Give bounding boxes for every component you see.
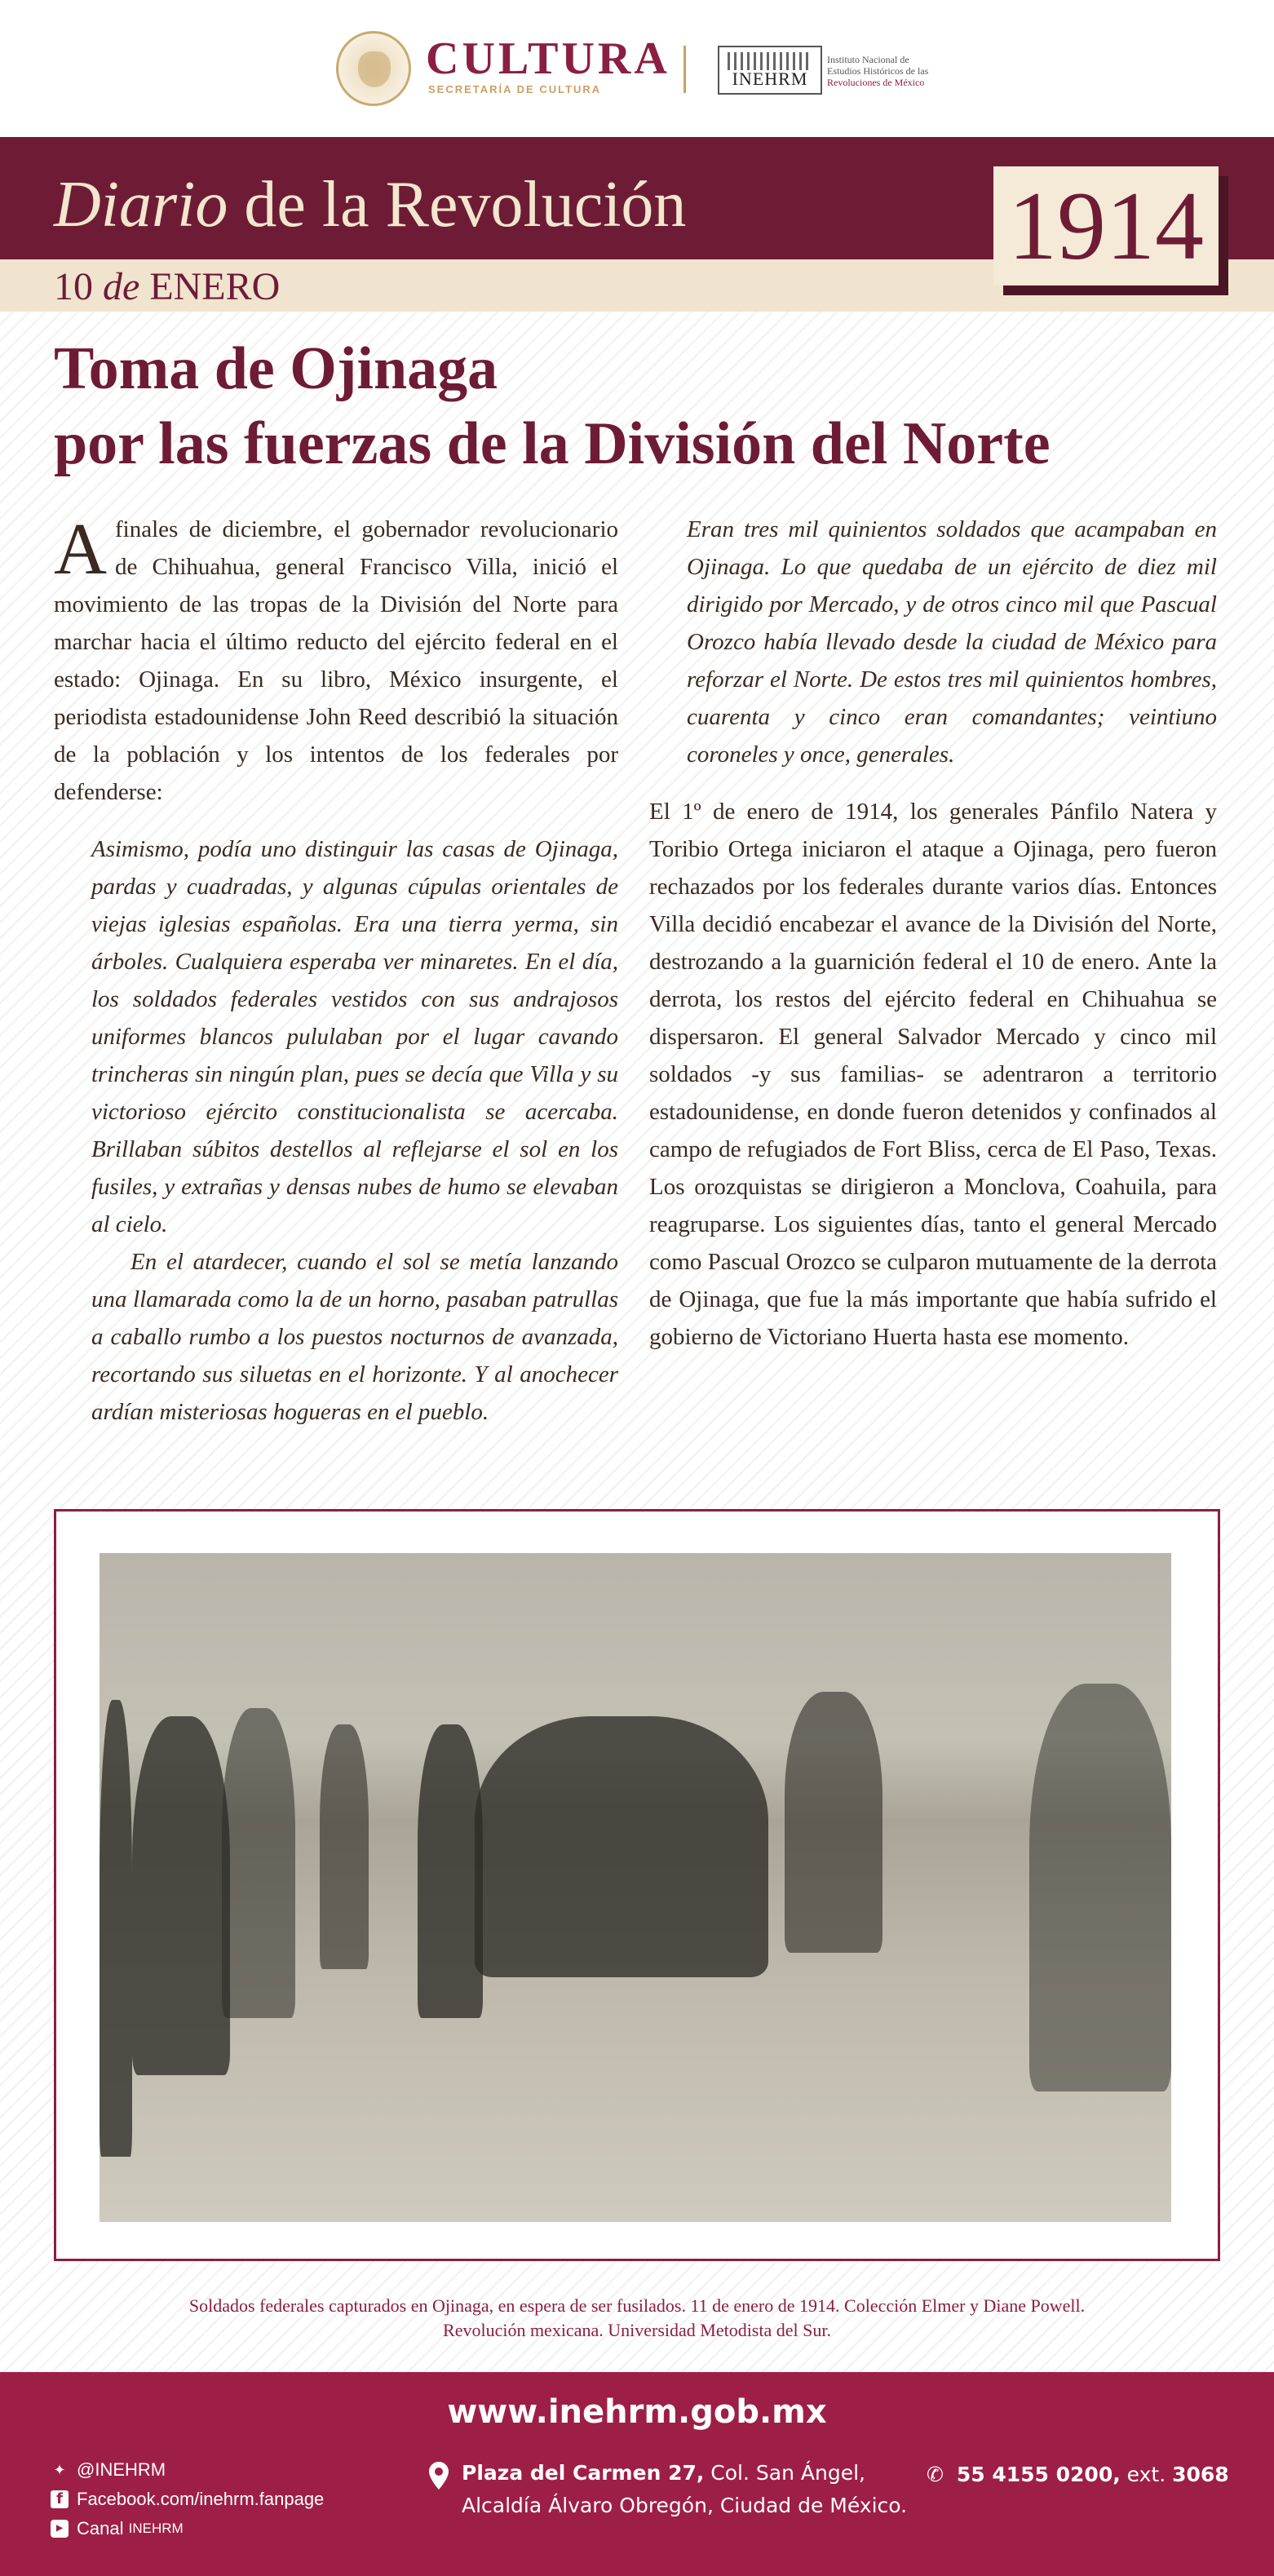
photo-figure <box>100 1700 132 2157</box>
phone <box>927 2459 1229 2491</box>
twitter-handle: @INEHRM <box>77 2459 166 2480</box>
building-icon <box>728 52 812 70</box>
date-month: ENERO <box>149 265 281 308</box>
left-column <box>54 511 618 1431</box>
photo-figure <box>418 1724 483 2018</box>
body-paragraph: El 1º de enero de 1914, los generales Pánfilo Natera y Toribio Ortega iniciaron el ataque a Ojinaga, pero fueron rechazados por los federales durante varios días. Entonces Villa decidió encabezar el avance de la División del Norte, destrozando a la guarnición federal el 10 de enero. Ante la derrota, los restos del ejército federal en Chihuahua se dispersaron. El general Salvador Mercado y cinco mil soldados -y sus familias- se adentraron a territorio estadounidense, en donde fueron detenidos y confinados al campo de refugiados de Fort Bliss, cerca de El Paso, Texas. Los orozquistas se dirigieron a Monclova, Coahuila, para reagruparse. Los siguientes días, tanto el general Mercado como Pascual Orozco se culparon mutuamente de la derrota de Ojinaga, que fue la más importante que había sufrido el gobierno de Victoriano Huerta hasta ese momento. <box>649 799 1217 1350</box>
youtube-icon: ▶ <box>51 2520 69 2538</box>
social-links <box>51 2455 324 2543</box>
intro-paragraph <box>54 511 618 811</box>
facebook-link[interactable] <box>51 2485 324 2514</box>
historical-photo <box>100 1553 1171 2222</box>
phone-ext-label: ext. <box>1120 2463 1173 2486</box>
caption-line-1: Soldados federales capturados en Ojinaga, en espera de ser fusilados. 11 de enero de 1914. Colección Elmer y Diane Powell. <box>188 2295 1086 2316</box>
date-label <box>54 264 280 309</box>
institute-name <box>827 54 928 88</box>
phone-number: 55 4155 0200, <box>956 2463 1121 2486</box>
headline-line-1: Toma de Ojinaga <box>54 335 498 402</box>
canal-label: Canal <box>77 2518 124 2538</box>
canal-name: INEHRM <box>128 2521 184 2536</box>
photo-figure <box>320 1724 369 1969</box>
headline-line-2: por las fuerzas de la División del Norte <box>54 410 1051 477</box>
address <box>462 2457 907 2522</box>
date-day: 10 <box>54 265 93 308</box>
website-link[interactable]: www.inehrm.gob.mx <box>447 2393 827 2431</box>
phone-icon: ✆ <box>927 2463 944 2486</box>
inehrm-logo-text: INEHRM <box>732 69 808 89</box>
inehrm-logo <box>718 46 822 95</box>
logo-header <box>0 0 1274 137</box>
address-colonia: Col. San Ángel, <box>704 2461 865 2485</box>
right-column <box>649 511 1217 1356</box>
headline <box>54 331 1228 481</box>
address-line-2: Alcaldía Álvaro Obregón, Ciudad de México. <box>462 2494 908 2517</box>
mexico-seal-icon <box>336 31 411 106</box>
cultura-logo-text: CULTURA <box>426 33 670 84</box>
institute-line-3: Revoluciones de México <box>827 77 925 88</box>
quote-paragraph-2: En el atardecer, cuando el sol se metía lanzando una llamarada como la de un horno, pasaban patrullas a caballo rumbo a los puestos nocturnos de avanzada, recortando sus siluetas en el horizonte. Y al anochecer ardían misteriosas hogueras en el pueblo. <box>91 1249 618 1425</box>
address-line-1 <box>462 2457 907 2490</box>
series-title-rest: de la Revolución <box>228 169 687 241</box>
photo-figure <box>132 1716 230 2075</box>
photo-caption <box>54 2294 1220 2343</box>
photo-figure <box>1029 1684 1171 2091</box>
photo-rider <box>785 1692 883 1953</box>
twitter-link[interactable] <box>51 2455 324 2485</box>
drop-cap: A <box>54 509 107 590</box>
logo-divider <box>683 46 686 93</box>
date-de: de <box>103 265 140 308</box>
photo-group <box>475 1716 768 1977</box>
location-pin-icon <box>429 2462 449 2490</box>
year-label: 1914 <box>1008 171 1204 280</box>
youtube-link[interactable] <box>51 2514 324 2543</box>
series-title-italic: Diario <box>54 169 228 241</box>
institute-line-1: Instituto Nacional de <box>827 54 909 65</box>
secretaria-text: SECRETARÍA DE CULTURA <box>428 83 602 95</box>
twitter-icon: ✦ <box>53 2462 66 2478</box>
facebook-icon: f <box>51 2490 69 2508</box>
intro-text: finales de diciembre, el gobernador revolucionario de Chihuahua, general Francisco Villa, inició el movimiento de las tropas de la División del Norte para marchar hacia el último reducto del ejército federal en el estado: Ojinaga. En su libro, México insurgente, el periodista estadounidense John Reed describió la situación de la población y los intentos de los federales por defenderse: <box>54 516 618 805</box>
series-title <box>54 168 686 242</box>
quote-paragraph-3: Eran tres mil quinientos soldados que acampaban en Ojinaga. Lo que quedaba de un ejército de diez mil dirigido por Mercado, y de otros cinco mil que Pascual Orozco había llevado desde la ciudad de México para reforzar el Norte. De estos tres mil quinientos hombres, cuarenta y cinco eran comandantes; veintiuno coroneles y once, generales. <box>687 516 1217 768</box>
quote-paragraph-1: Asimismo, podía uno distinguir las casas de Ojinaga, pardas y cuadradas, y algunas cúpulas orientales de viejas iglesias españolas. Era una tierra yerma, sin árboles. Cualquiera esperaba ver minaretes. En el día, los soldados federales vestidos con sus andrajosos uniformes blancos pululaban por el lugar cavando trincheras sin ningún plan, pues se decía que Villa y su victorioso ejército constitucionalista se acercaba. Brillaban súbitos destellos al reflejarse el sol en los fusiles, y extrañas y densas nubes de humo se elevaban al cielo. <box>91 836 618 1237</box>
photo-figure <box>222 1708 295 2018</box>
caption-line-2: Revolución mexicana. Universidad Metodista del Sur. <box>443 2320 831 2340</box>
facebook-url: Facebook.com/inehrm.fanpage <box>77 2489 325 2509</box>
institute-line-2: Estudios Históricos de las <box>827 65 929 77</box>
phone-ext-number: 3068 <box>1172 2463 1229 2486</box>
address-street: Plaza del Carmen 27, <box>462 2461 705 2485</box>
